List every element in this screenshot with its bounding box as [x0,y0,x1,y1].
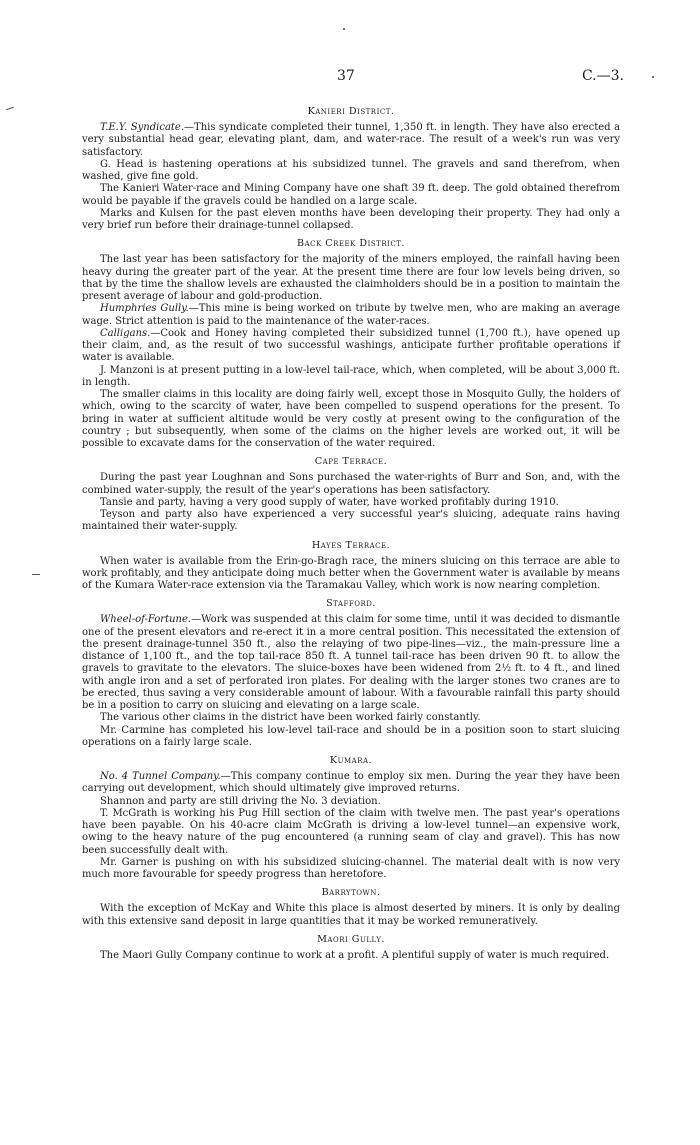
paragraph [82,472,620,497]
paragraph [82,183,620,208]
paragraph [82,159,620,184]
paragraph [82,857,620,882]
paragraph-lead: Wheel-of-Fortune. [100,614,192,626]
paragraph-text: When water is available from the Erin-go-Bragh race, the miners sluicing on this terrace are able to work profitably, and they anticipate doing much better when the Government water is available by means of the Kumara Water-race extension via the Taramakau Valley, which work is now nearing completion. [82,555,620,591]
paragraph [82,903,620,928]
report-page [82,68,624,962]
paragraph [82,712,620,724]
paragraph [82,303,620,328]
paragraph-text: Marks and Kulsen for the past eleven months have been developing their property. They had only a very brief run before their drainage-tunnel collapsed. [82,207,620,231]
section-heading: Kanieri District. [307,106,395,117]
page-number: 37 [337,68,355,84]
paragraph-text: G. Head is hastening operations at his subsidized tunnel. The gravels and sand therefrom, when washed, give fine gold. [82,158,620,182]
top-dot-mark [343,28,345,30]
paragraph [82,389,620,450]
section-heading: Stafford. [326,598,376,610]
paragraph [82,208,620,233]
paragraph-text: Mr. Garner is pushing on with his subsidized sluicing-channel. The material dealt with is now very much more favourable for speedy progress than heretofore. [82,856,620,880]
paragraph-text: Teyson and party also have experienced a very successful year's sluicing, adequate rains having maintained their water-supply. [82,509,620,533]
paragraph-text: —This mine is being worked on tribute by twelve men, who are making an average wage. Strict attention is paid to the maintenance of the water-races. [82,303,620,327]
paragraph [82,556,620,593]
section-heading: Cape Terrace. [314,456,388,468]
paragraph-text: The Kanieri Water-race and Mining Company have one shaft 39 ft. deep. The gold obtained therefrom would be payable if the gravels could be handled on a large scale. [82,183,620,207]
paragraph-text: During the past year Loughnan and Sons purchased the water-rights of Burr and Son, and, with the combined water-supply, the result of the year's operations has been satisfactory. [82,472,620,496]
right-dot-mark [652,76,654,78]
margin-tick [32,574,40,575]
paragraph-text: The Maori Gully Company continue to work at a profit. A plentiful supply of water is much required. [100,949,610,961]
paragraph-text: T. McGrath is working his Pug Hill section of the claim with twelve men. The past year's operations have been payable. On his 40-acre claim McGrath is driving a low-level tunnel—an expensive work, owing to the heavy nature of the pug encountered (a running seam of clay and gravel). This has now been successfully dealt with. [82,807,620,856]
paragraph-text: —This syndicate completed their tunnel, 1,350 ft. in length. They have also erected a very substantial head gear, elevating plant, dam, and water-race. The result of a week's run was very satisfactory. [82,122,620,158]
section-heading: Kumara. [329,755,373,766]
paragraph [82,725,620,750]
paragraph-lead: Calligans. [100,327,151,339]
section-heading: Maori Gully. [317,933,385,945]
paragraph-text: —Work was suspended at this claim for some time, until it was decided to dismantle one of the present elevators and re-erect it in a more central position. This necessitated the extension of the present drainage-tunnel 350 ft., also the relaying of two pipe-lines—viz., the main-pressure line a distance of 1,100 ft., and the top tail-race 850 ft. A tunnel tail-race has been driven 90 ft. to allow the gravels to gravitate to the elevators. The sluice-boxes have been widened from 2½ ft. to 4 ft., and lined with angle iron and a set of perforated iron plates. For dealing with the larger stones two cranes are to be erected, thus saving a very considerable amount of labour. With a favourable rainfall this party should be in a position to carry on sluicing and elevating on a large scale. [82,614,620,711]
section-heading: Back Creek District. [297,238,405,250]
paragraph [82,328,620,365]
page-reference: C.—3. [581,68,624,84]
page-header [82,68,624,100]
paragraph [82,950,620,962]
paragraph-text: Mr. Carmine has completed his low-level tail-race and should be in a position soon to start sluicing operations on a fairly large scale. [82,724,620,748]
paragraph-text: The smaller claims in this locality are doing fairly well, except those in Mosquito Gully, the holders of which, owing to the scarcity of water, have been compelled to suspend operations for the present. To bring in water at sufficient altitude would be very costly at present owing to the configuration of the country ; but subsequently, when some of the claims on the higher levels are worked out, it will be possible to excavate dams for the conservation of the water required. [82,389,620,449]
paragraph [82,771,620,796]
section-heading: Hayes Terrace. [311,539,391,551]
paragraph-text: —Cook and Honey having completed their subsidized tunnel (1,700 ft.), have opened up their claim, and, as the result of two successful washings, anticipate further profitable operations if water is available. [82,327,620,364]
paragraph [82,254,620,303]
paragraph-lead: No. 4 Tunnel Company. [100,771,221,782]
margin-tick [6,107,14,110]
paragraph-lead: Humphries Gully. [100,303,189,315]
paragraph-text: J. Manzoni is at present putting in a low-level tail-race, which, when completed, will be about 3,000 ft. in length. [82,364,620,388]
paragraph [82,509,620,534]
paragraph-text: —This company continue to employ six men. During the year they have been carrying out development, which should ultimately give improved returns. [82,771,620,795]
paragraph [82,365,620,390]
paragraph-text: The various other claims in the district have been worked fairly constantly. [100,712,481,724]
paragraph [82,796,620,808]
paragraph-text: Shannon and party are still driving the No. 3 deviation. [100,795,381,807]
report-body [82,106,620,962]
paragraph-text: The last year has been satisfactory for the majority of the miners employed, the rainfall having been heavy during the greater part of the year. At the present time there are four low levels being driven, so that by the time the shallow levels are exhausted the claimholders should be in a position to maintain the present average of labour and gold-production. [82,254,620,302]
paragraph [82,497,620,509]
paragraph [82,122,620,159]
paragraph-lead: T.E.Y. Syndicate. [100,122,185,133]
paragraph [82,808,620,857]
paragraph-text: With the exception of McKay and White this place is almost deserted by miners. It is only by dealing with this extensive sand deposit in large quantities that it may be worked remuneratively. [82,903,620,927]
paragraph [82,614,620,712]
section-heading: Barrytown. [321,887,381,899]
paragraph-text: Tansie and party, having a very good supply of water, have worked profitably during 1910. [100,496,559,508]
